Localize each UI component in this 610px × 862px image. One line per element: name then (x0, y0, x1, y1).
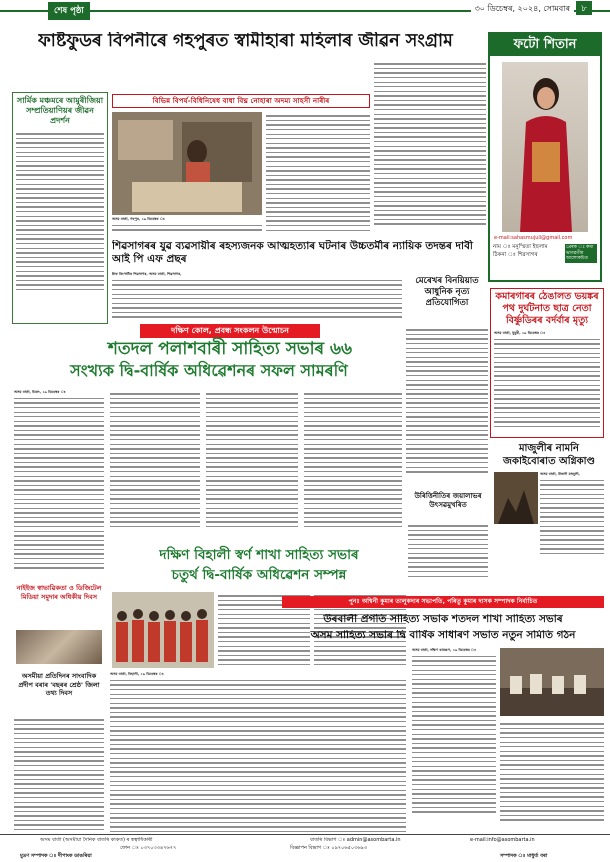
footer-line-1: অসম বাৰ্তা (অসমীয়া দৈনিক বাতৰি কাকত) ৰ স্বত্বাধিকাৰী (40, 837, 153, 843)
group-photo-icon (112, 592, 214, 668)
footer-email-ads: e-mail:info@asombarta.in (470, 837, 535, 843)
mela-story-body (406, 326, 488, 486)
red-banner: দক্ষিণ কোল, প্ৰবন্ধ সংকলন উন্মোচন (140, 324, 320, 338)
photo-scene-icon (112, 112, 262, 215)
section-tag: শেষ পৃষ্ঠা (48, 2, 90, 20)
footer-email-news: বাতৰি বিভাগ ঃ admin@asombarta.in (310, 837, 401, 843)
footer-phone-2: বিজ্ঞাপন বিভাগ ঃ ০৯৭০৬৫০৩৬৯৩ (290, 845, 368, 851)
photo-caption-name: নাম ঃ মনুস্মিতা ইছলাম (493, 244, 548, 251)
photo-side-label: প্ৰেৰক ঃ ৰুমা ভাগৱতীয় আলোকচিত্ৰ (565, 244, 597, 263)
left-story-body (16, 130, 104, 300)
majuli-headline: মাজুলীৰ নামনি জকাইবোৰাত অগ্নিকাণ্ড (503, 443, 595, 467)
dakshin-photo (112, 592, 214, 668)
main-photo-caption (112, 217, 262, 239)
uttar-banner: পুনঃ অশ্বিনী কুমাৰ তালুকদাৰ সভাপতি, পৰিতু কুমাৰ দাসক সম্পাদক নিৰ্বাচিত (282, 596, 604, 608)
page-number: ৮ (576, 1, 592, 15)
uttar-body (412, 648, 496, 828)
sabha-body-col3 (206, 390, 298, 540)
sabha-body-col2 (110, 390, 200, 540)
main-headline: ফাষ্টফুডৰ বিপনীৰে গহপুৰত স্বামীহাৰা মহিলাৰ জীৱন সংগ্ৰাম (38, 32, 453, 51)
photo-section-title: ফটো শিতান (490, 34, 600, 56)
kumar-dateline: অসম বাৰ্তা, ধুবুৰী, ২৯ ডিচেম্বৰ ঃ (494, 331, 546, 335)
student-headline: শিৱসাগৰৰ যুৱ ব্যৱসায়ীৰ ৰহস্যজনক আত্মহত্যাৰ ঘটনাৰ উচ্চতৰ্মীৰ ন্যায়িক তদন্তৰ দাবী আই পি এফ প্ৰছৰ (112, 240, 473, 265)
photo-caption-box (493, 244, 597, 263)
mela-headline: মেৰেখৰ বিনয়িয়াত আধুনিক নৃত্য প্ৰতিযোগিতা (415, 276, 479, 308)
uttar-headline-1: উৰবালী প্ৰগতি সাহিত্য সভাক শতদল শাখা সাহিত্য সভাৰ (323, 614, 563, 625)
small-red-photo (16, 630, 102, 664)
main-story-body (266, 112, 370, 240)
sonitpur-headline: উৰিত্তিনীতিৰ জয়ালাভৰ উৎসৱমুখৰিত (414, 492, 482, 509)
small-red-headline: নাইইজ স্বাভাৱিকতা ও ডিজিটেল মিডিয়া সমুদাৰ অধিকীয় দিবস (16, 584, 102, 601)
footer-phone-1: ফোন ঃ ০৩৭০৩৩৪৭৬৭৭ (120, 845, 177, 851)
left-story-headline: সাৰ্মিক মঞ্চমৰে আমুৰীজিয়া সম্প্ৰতিয়াণিয়ৰ জীৱন প্ৰদৰ্শন (16, 96, 104, 125)
sabha-dateline: অসম বাৰ্তা, চিৰাং, ২৯ ডিচেম্বৰ ঃ (14, 390, 66, 394)
footer-editor: সম্পাদক ঃ মাধুৰ্য্য বৰা (500, 853, 548, 859)
portrait-figure-icon (502, 62, 588, 232)
assam-headline: অসমীয়া প্ৰতিদিনৰ সাংবাদিক প্ৰদীপ বৰাৰ 'বছৰৰ শ্ৰেষ্ঠ' জিলা তথ্য দিবস (18, 672, 100, 697)
assam-body (14, 716, 104, 832)
left-story (12, 92, 108, 324)
featured-portrait (502, 62, 588, 232)
sabha-body-col4 (304, 390, 402, 540)
sonitpur-body (408, 522, 488, 584)
sabha-headline-2: সংখ্যক দ্বি-বাৰ্ষিক অধিৱেশনৰ সফল সামৰণি (70, 361, 348, 380)
fire-scene-icon (494, 472, 538, 524)
photo-section-email: e-mail:sahasmujuli@gmail.com (494, 235, 573, 242)
student-story-body (112, 272, 402, 320)
uttar-body-2 (500, 720, 604, 828)
main-subhead: বিভিন্ন বিপৰ্য-বিধিনিষেধ বাধা বিঘ্ন নোহাৰা অদম্য সাহসী নাৰীৰ (112, 94, 370, 108)
sabha-headline-1: শতদল পলাশবাৰী সাহিত্য সভাৰ ৬৬ (107, 339, 353, 359)
uttar-headline-2: অসম সাহিত্য সভাৰ দ্বি বাৰ্ষিক সাধাৰণ সভাত নতুন সমিতি গঠন (310, 630, 576, 641)
kumar-story (490, 288, 604, 438)
page-header (0, 0, 610, 22)
photo-section (488, 32, 602, 282)
photo-caption-place: ঠিকনা ঃ শিৱসাগৰ (493, 252, 538, 259)
kumar-story-body (491, 329, 603, 429)
main-story-body-2 (374, 60, 486, 240)
uttar-dateline: অসম বাৰ্তা, দক্ষিণ কামৰূপ, ২৯ ডিচেম্বৰ ঃ (412, 648, 477, 652)
meeting-photo-icon (500, 648, 604, 716)
sabha-body-col1 (14, 390, 104, 580)
footer (0, 834, 610, 862)
student-dateline: ষ্টাফ ৰিপোৰ্টাৰ শিৱসাগৰ, অসম বাৰ্তা, শিৱসাগৰ, (112, 272, 182, 276)
dakshin-photo-caption: অসম বাৰ্তা, বিহালী, ২৯ ডিচেম্বৰ ঃ (110, 672, 164, 676)
majuli-photo (494, 472, 538, 524)
dakshin-headline-2: চতুৰ্থ দ্বি-বাৰ্ষিক অধিৱেশন সম্পন্ন (171, 567, 347, 583)
majuli-dateline: অসম বাৰ্তা, উজনী মাজুলী, (540, 472, 580, 476)
main-photo-caption-lead: অসম বাৰ্তা, গহপুৰ, ২৯ ডিচেম্বৰ ঃ (112, 217, 165, 221)
main-story-photo (112, 112, 262, 215)
kumar-headline: কমাৰগাৰৰ ঠেঙালত ভয়ঙ্কৰ পথ দুৰ্ঘটনাত ছাত্ৰ নেতা বিৰ্ষ্ণুডিৰৰ বৰ্দৰ্বাৰ মৃত্যু (495, 291, 599, 326)
dakshin-lower-body (110, 672, 406, 832)
footer-print: মুদ্ৰণ সম্পাদক ঃ দীপাংক ডাঙৰিয়া (20, 853, 92, 859)
majuli-body (540, 472, 604, 584)
uttar-photo (500, 648, 604, 716)
dakshin-headline-1: দক্ষিণ বিহালী স্বৰ্ণ শাখা সাহিত্য সভাৰ (159, 547, 359, 563)
date-line: ৩০ ডিচেম্বৰ, ২০২৪, সোমবাৰ (471, 3, 574, 16)
